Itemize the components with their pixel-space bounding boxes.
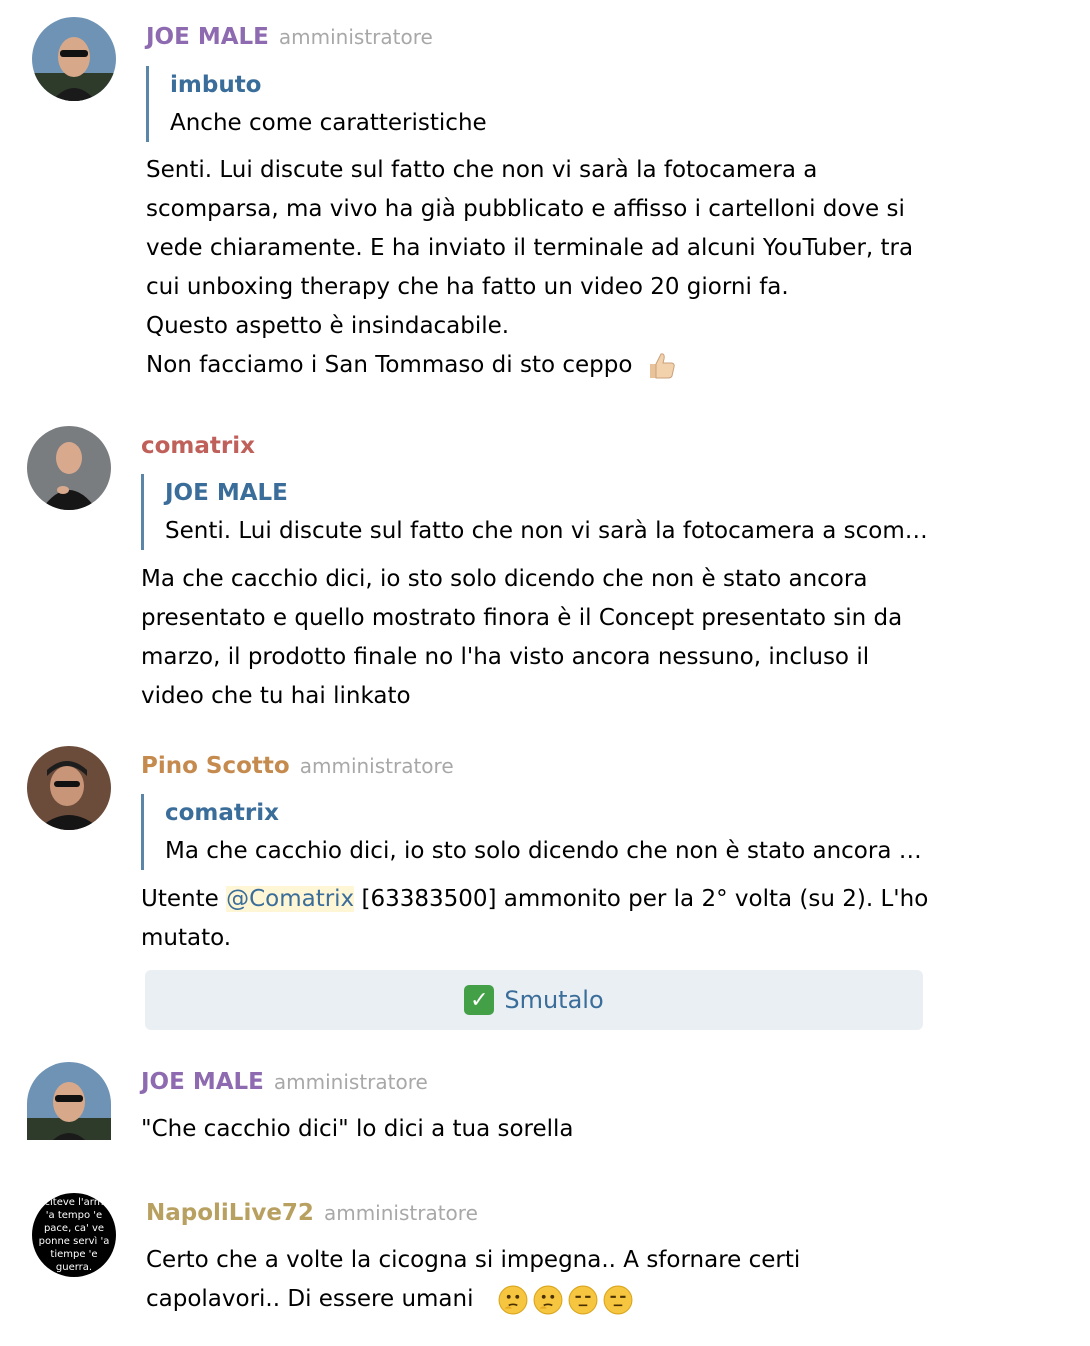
message-line: Ma che cacchio dici, io sto solo dicendo che non è stato ancora [141,566,868,592]
thumbs-up-icon [646,350,678,382]
avatar-caption: tiempe 'e [50,1249,98,1260]
unamused-face-icon [568,1285,598,1315]
reply-author: imbuto [170,72,262,98]
unmute-button[interactable] [145,970,923,1030]
reply-text: Anche come caratteristiche [170,110,487,136]
message-line: video che tu hai linkato [141,683,411,709]
thinking-face-icon [498,1285,528,1315]
reply-text: Ma che cacchio dici, io sto solo dicendo che non è stato ancora … [165,838,922,864]
message-line: Questo aspetto è insindacabile. [146,313,510,339]
message-text [146,151,913,385]
author-name[interactable]: Pino Scotto [141,753,290,779]
unamused-face-icon [603,1285,633,1315]
message-line: marzo, il prodotto finale no l'ha visto ancora nessuno, incluso il [141,644,870,670]
reply-author: JOE MALE [165,480,288,506]
avatar-caption: cìteve l'arm [44,1197,104,1208]
message-line: scomparsa, ma vivo ha già pubblicato e affisso i cartelloni dove si [146,196,905,222]
avatar-joe-male[interactable] [32,17,116,101]
avatar-caption: pace, ca' ve [43,1223,105,1234]
avatar-caption: 'a tempo 'e [45,1210,103,1221]
avatar-joe-male[interactable] [27,1062,111,1140]
author-name[interactable]: JOE MALE [146,24,269,50]
role-label: amministratore [273,1070,428,1094]
user-mention[interactable]: @Comatrix [226,886,355,912]
role-label: amministratore [323,1201,478,1225]
check-mark-icon: ✓ [464,985,494,1015]
reply-quote[interactable] [141,474,928,550]
unmute-button-label: Smutalo [504,986,604,1014]
role-label: amministratore [299,754,454,778]
role-label: amministratore [278,25,433,49]
message-line: "Che cacchio dici" lo dici a tua sorella [141,1116,574,1142]
message-text [146,1241,800,1319]
message-line: vede chiaramente. E ha inviato il terminale ad alcuni YouTuber, tra [146,235,914,261]
message-text [141,1110,574,1149]
message-line: Non facciamo i San Tommaso di sto ceppo [146,346,913,385]
avatar-napolilive72[interactable] [32,1193,116,1277]
message-line: capolavori.. Di essere umani [146,1280,800,1319]
reply-quote[interactable] [146,66,487,142]
reply-text: Senti. Lui discute sul fatto che non vi sarà la fotocamera a scom… [165,518,928,544]
reply-author: comatrix [165,800,279,826]
message-line: Certo che a volte la cicogna si impegna.. A sfornare certi [146,1247,801,1273]
message-line: Utente @Comatrix [63383500] ammonito per la 2° volta (su 2). L'ho [141,886,929,912]
author-name[interactable]: comatrix [141,433,255,459]
thinking-face-icon [533,1285,563,1315]
avatar-caption: guerra. [55,1262,93,1273]
avatar-pino-scotto[interactable] [27,746,111,830]
message-text [141,560,902,716]
author-name[interactable]: NapoliLive72 [146,1200,314,1226]
author-name[interactable]: JOE MALE [141,1069,264,1095]
message-line: mutato. [141,925,232,951]
message-line: cui unboxing therapy che ha fatto un video 20 giorni fa. [146,274,789,300]
avatar-comatrix[interactable] [27,426,111,510]
avatar-caption: ponne servì 'a [38,1236,110,1247]
message-line: presentato e quello mostrato finora è il Concept presentato sin da [141,605,903,631]
reply-quote[interactable] [141,794,922,870]
message-text [141,880,928,958]
message-line: Senti. Lui discute sul fatto che non vi sarà la fotocamera a [146,157,818,183]
